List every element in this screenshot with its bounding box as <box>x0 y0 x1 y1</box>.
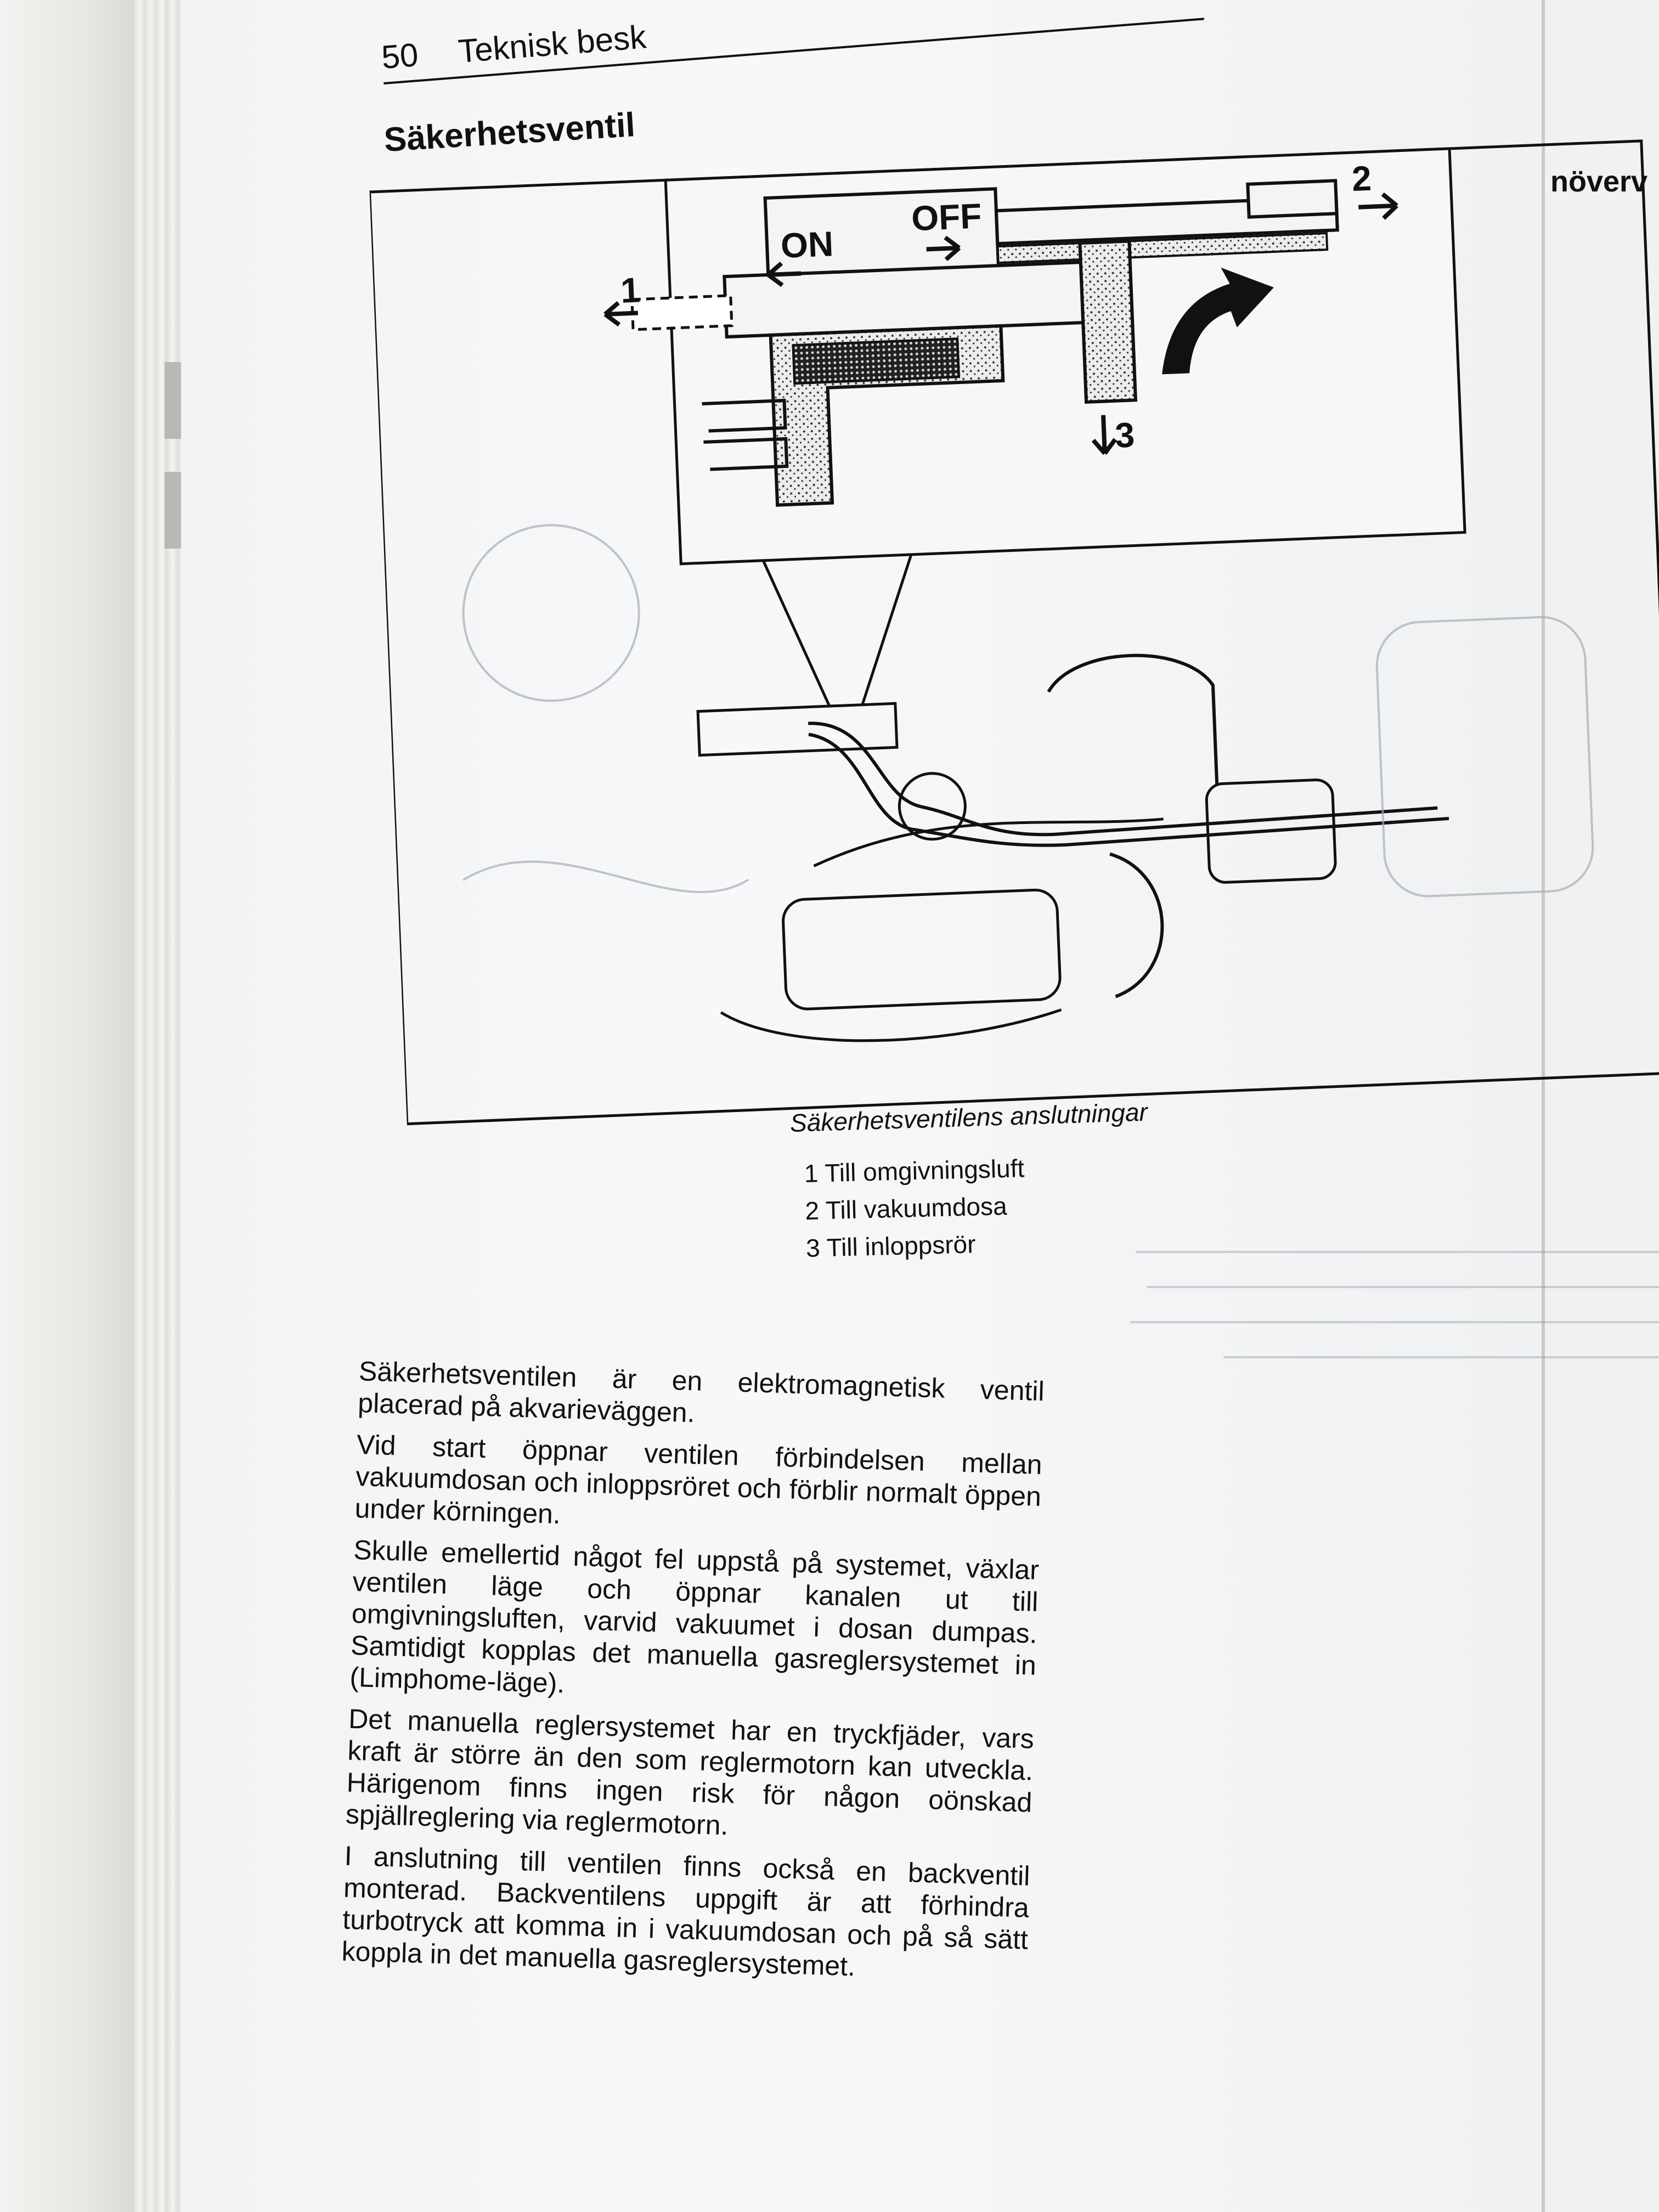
label-port-3: 3 <box>1114 415 1136 455</box>
figure-caption: Säkerhetsventilens anslutningar <box>789 1097 1148 1137</box>
book-edge-left <box>0 0 137 2212</box>
label-on: ON <box>780 224 834 266</box>
paragraph: Vid start öppnar ventilen förbindelsen mellan vakuumdosan och inloppsröret och förblir normalt öppen under körningen. <box>354 1429 1043 1530</box>
label-port-1: 1 <box>619 270 641 311</box>
engine-bay-sketch <box>696 643 1457 1047</box>
legend-item: 3 Till inloppsrör <box>805 1229 977 1262</box>
legend-item: 2 Till vakuumdosa <box>804 1191 1008 1225</box>
page-number: 50 <box>380 36 420 76</box>
section-title: Säkerhetsventil <box>382 106 636 159</box>
label-off: OFF <box>910 196 983 239</box>
facing-page-heading: növerv <box>1550 165 1648 198</box>
legend-item: 1 Till omgivningsluft <box>804 1154 1025 1188</box>
paragraph: Skulle emellertid något fel uppstå på systemet, växlar ventilen läge och öppnar kanalen ut till omgivningsluften, varvid vakuumet i dosan dumpas. Samtidigt kopplas det manuella gasreglersystemet in (Limphome-läge). <box>349 1534 1040 1699</box>
valve-diagram <box>369 119 1659 1151</box>
label-port-2: 2 <box>1351 158 1373 199</box>
header-title: Teknisk besk <box>456 18 648 70</box>
paragraph: Säkerhetsventilen är en elektromagnetisk ventil placerad på akvarieväggen. <box>357 1355 1045 1429</box>
body-text <box>341 1355 1045 1997</box>
figure-legend <box>804 1149 1026 1267</box>
paragraph: I anslutning till ventilen finns också en backventil monterad. Backventilens uppgift är att förhindra turbotryck att komma in i vakuumdosan och på så sätt koppla in det manuella gasreglersystemet. <box>341 1840 1031 1982</box>
paragraph: Det manuella reglersystemet har en tryckfjäder, vars kraft är större än den som reglermotorn kan utveckla. Härigenom finns ingen risk för någon oönskad spjällreglering via reglermotorn. <box>345 1703 1035 1841</box>
show-through-text <box>1125 1218 1659 1547</box>
